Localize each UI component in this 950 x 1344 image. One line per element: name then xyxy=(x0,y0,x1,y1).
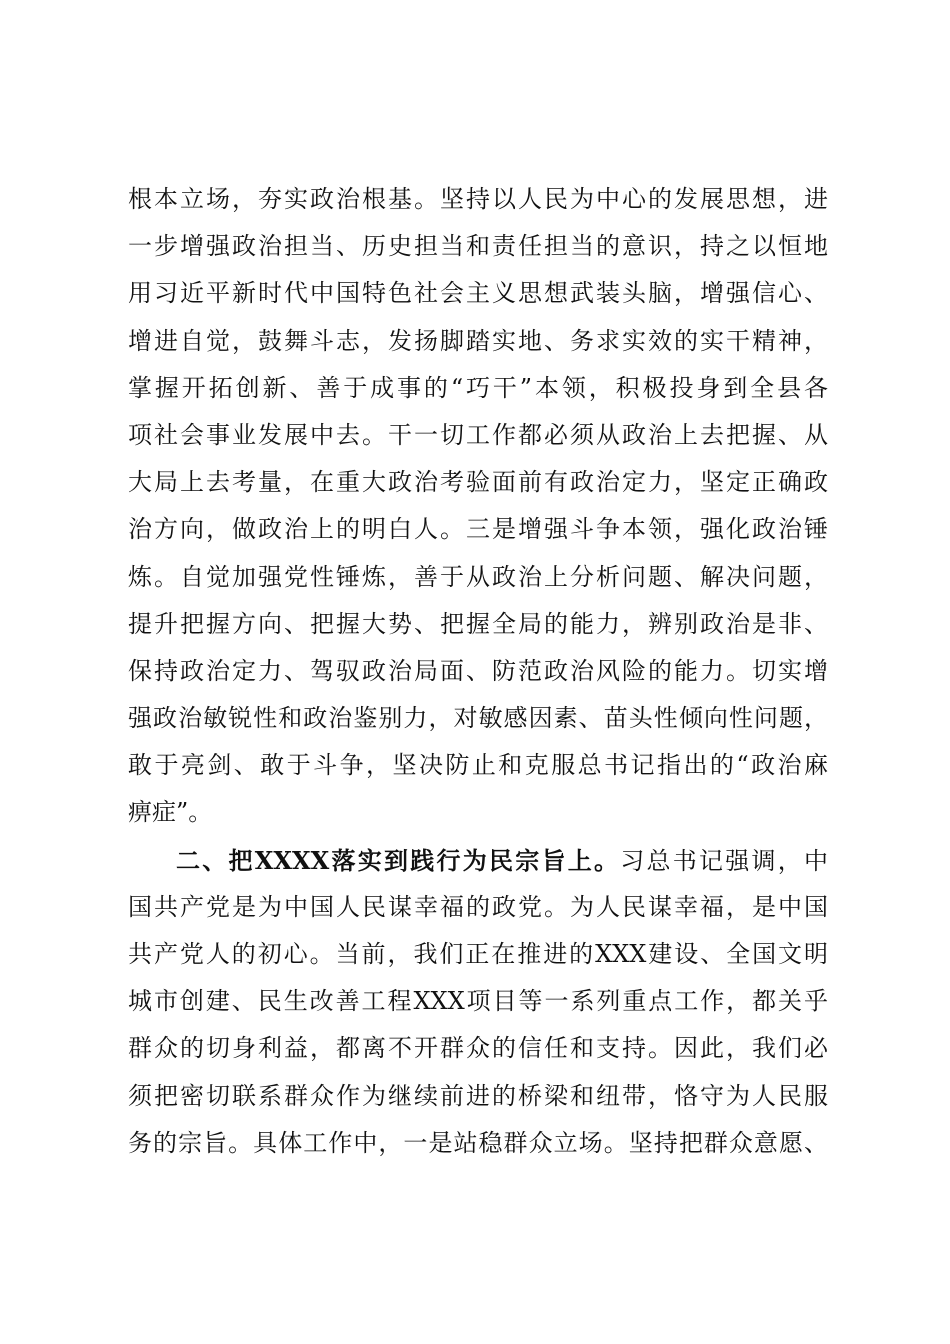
text-line: 保持政治定力、驾驭政治局面、防范政治风险的能力。切实增 xyxy=(128,656,828,685)
text-line: 城市创建、民生改善工程XXX项目等一系列重点工作，都关乎 xyxy=(128,987,828,1016)
text-line: 群众的切身利益，都离不开群众的信任和支持。因此，我们必 xyxy=(128,1034,828,1063)
text-line: 炼。自觉加强党性锤炼，善于从政治上分析问题、解决问题， xyxy=(128,562,828,591)
text-line: 掌握开拓创新、善于成事的“巧干”本领，积极投身到全县各 xyxy=(128,373,828,402)
text-line: 共产党人的初心。当前，我们正在推进的XXX建设、全国文明 xyxy=(128,940,828,968)
text-line: 强政治敏锐性和政治鉴别力，对敏感因素、苗头性倾向性问题， xyxy=(128,704,828,733)
text-line: 用习近平新时代中国特色社会主义思想武装头脑，增强信心、 xyxy=(128,279,828,308)
text-line: 一步增强政治担当、历史担当和责任担当的意识，持之以恒地 xyxy=(128,232,828,261)
text-line: 项社会事业发展中去。干一切工作都必须从政治上去把握、从 xyxy=(128,420,828,449)
text-line: 治方向，做政治上的明白人。三是增强斗争本领，强化政治锤 xyxy=(128,515,828,544)
text-line: 痹症”。 xyxy=(128,798,213,827)
document-body xyxy=(128,176,828,1167)
text-line: 敢于亮剑、敢于斗争，坚决防止和克服总书记指出的“政治麻 xyxy=(128,751,828,780)
text-line: 须把密切联系群众作为继续前进的桥梁和纽带，恪守为人民服 xyxy=(128,1081,828,1110)
text-line: 务的宗旨。具体工作中，一是站稳群众立场。坚持把群众意愿、 xyxy=(128,1128,828,1157)
paragraph-2 xyxy=(128,837,828,1167)
text-line: 增进自觉，鼓舞斗志，发扬脚踏实地、务求实效的实干精神， xyxy=(128,326,828,355)
text-line: 国共产党是为中国人民谋幸福的政党。为人民谋幸福，是中国 xyxy=(128,892,828,921)
heading-followup-text: 习总书记强调，中 xyxy=(620,846,829,875)
text-line: 提升把握方向、把握大势、把握全局的能力，辨别政治是非、 xyxy=(128,609,828,638)
section-heading: 二、把XXXX落实到践行为民宗旨上。 xyxy=(176,845,621,875)
paragraph-1 xyxy=(128,176,828,837)
text-line: 大局上去考量，在重大政治考验面前有政治定力，坚定正确政 xyxy=(128,468,828,497)
text-line: 根本立场，夯实政治根基。坚持以人民为中心的发展思想，进 xyxy=(128,185,828,213)
text-line-first xyxy=(128,837,828,884)
